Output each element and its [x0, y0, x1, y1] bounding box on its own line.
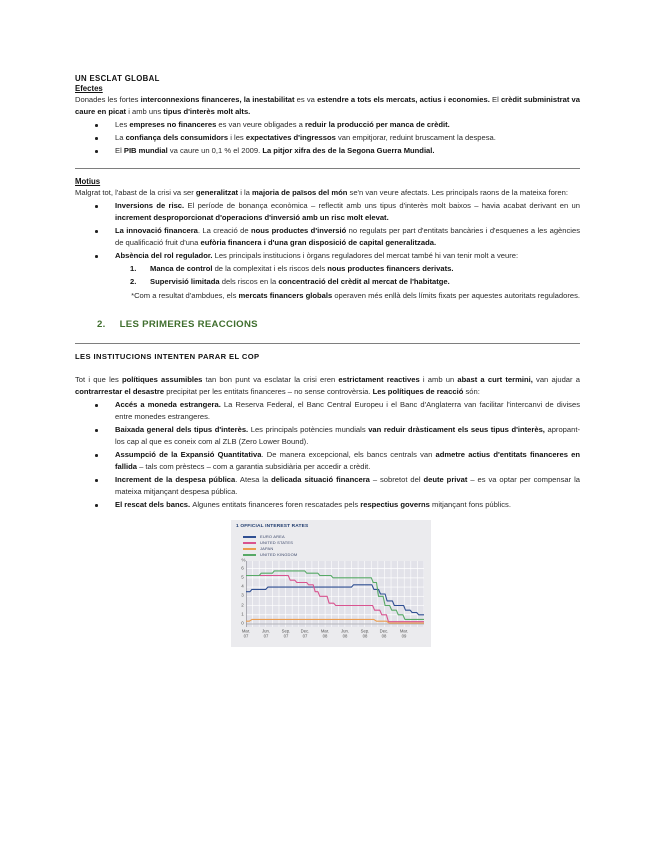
- x-axis: [241, 628, 424, 642]
- efectes-heading: Efectes: [75, 84, 103, 93]
- divider: [75, 168, 580, 169]
- legend-swatch-euro-area: [243, 536, 256, 538]
- legend-swatch-japan: [243, 548, 256, 550]
- bullet-item: [75, 250, 580, 262]
- x-axis-tick-label: Mar. 09: [400, 628, 409, 639]
- numbered-item: [75, 263, 580, 275]
- bullet-marker-icon: [95, 399, 115, 411]
- efectes-intro-paragraph: Donades les fortes interconnexions financeres, la inestabilitat es va estendre a tots els mercats, actius i economies. El crèdit subministrat va caure en picat i amb uns tipus d'interès molt alts.: [75, 95, 580, 116]
- bullet-marker-icon: [95, 119, 115, 131]
- bullet-text: Assumpció de la Expansió Quantitativa. De manera excepcional, els bancs centrals van admetre actius d'entitats financeres en fallida – tals com prèstecs – com a garantia subsidiària per accedir a crèdit.: [115, 450, 580, 471]
- bullet-item: [75, 449, 580, 473]
- legend-label: JAPAN: [260, 546, 274, 552]
- x-axis-tick-label: Mar. 07: [241, 628, 251, 639]
- numbered-item-number: 1.: [130, 264, 137, 273]
- legend-swatch-united-states: [243, 542, 256, 544]
- bullet-text: Absència del rol regulador. Les principals institucions i òrgans reguladores del mercat també hi van tenir molt a veure:: [115, 251, 519, 260]
- y-axis-tick-label: 2: [241, 602, 244, 608]
- y-axis-tick-label: 5: [241, 574, 244, 581]
- bullet-marker-icon: [95, 132, 115, 144]
- efectes-bullet-list: [75, 119, 580, 157]
- chart-legend: [243, 534, 426, 558]
- divider: [75, 343, 580, 344]
- motius-heading: Motius: [75, 177, 101, 186]
- y-axis-tick-label: 6: [241, 565, 244, 571]
- section-number: 2.: [97, 319, 106, 330]
- numbered-item-number: 2.: [130, 277, 137, 286]
- bullet-marker-icon: [95, 225, 115, 237]
- y-axis-tick-label: 0: [241, 620, 244, 627]
- x-axis-tick-label: Jun. 08: [340, 628, 349, 639]
- y-axis-tick-label: 3: [241, 593, 244, 599]
- bullet-item: [75, 424, 580, 448]
- chart-plot-wrap: [236, 558, 426, 627]
- bullet-marker-icon: [95, 499, 115, 511]
- bullet-item: [75, 132, 580, 144]
- legend-swatch-united-kingdom: [243, 554, 256, 556]
- reaccions-bullet-list: [75, 399, 580, 511]
- bullet-text: La innovació financera. La creació de nous productes d'inversió no regulats per part d'entitats bancàries i d'esquenes a les agències de qualificació fruit d'una eufòria financera i d'una gran disposició de capital generalitzada.: [115, 226, 580, 247]
- bullet-text: El PIB mundial va caure un 0,1 % el 2009. La pitjor xifra des de la Segona Guerra Mundial.: [115, 146, 435, 155]
- x-axis-tick-label: Dec. 08: [380, 628, 389, 639]
- bullet-marker-icon: [95, 250, 115, 262]
- bullet-item: [75, 225, 580, 249]
- bullet-text: El rescat dels bancs. Algunes entitats financeres foren rescatades pels respectius governs mitjançant fons públics.: [115, 500, 511, 509]
- y-axis: [236, 558, 246, 627]
- bullet-item: [75, 119, 580, 131]
- bullet-text: Baixada general dels tipus d'interès. Les principals potències mundials van reduir dràsticament els seus tipus d'interès, apropant-los cap al que es coneix com al ZLB (Zero Lower Bound).: [115, 425, 580, 446]
- bullet-marker-icon: [95, 145, 115, 157]
- bullet-item: [75, 474, 580, 498]
- y-axis-unit-label: %: [240, 558, 245, 564]
- reaccions-intro-paragraph: Tot i que les polítiques assumibles tan bon punt va esclatar la crisi eren estrictament reactives i amb un abast a curt termini, van ajudar a contrarrestar el desastre precipitat per les entitats financeres – no sense controvèrsia. Les polítiques de reacció són:: [75, 375, 580, 396]
- bullet-marker-icon: [95, 474, 115, 486]
- x-axis-tick-label: Sep. 08: [360, 628, 370, 639]
- section-heading: [75, 319, 580, 330]
- motius-bullet-list: [75, 200, 580, 288]
- section-title: LES PRIMERES REACCIONS: [119, 319, 258, 330]
- bullet-item: [75, 200, 580, 224]
- y-axis-tick-label: 1: [241, 611, 244, 618]
- y-axis-tick-label: 4: [241, 583, 244, 590]
- motius-intro-paragraph: Malgrat tot, l'abast de la crisi va ser generalitzat i la majoria de països del món se'n van veure afectats. Les principals raons de la mateixa foren:: [75, 188, 568, 197]
- numbered-item-text: Manca de control de la complexitat i els riscos dels nous productes financers derivats.: [150, 264, 454, 273]
- interest-rates-chart: [231, 520, 431, 647]
- plot-area: [246, 561, 424, 627]
- bullet-item: [75, 399, 580, 423]
- legend-item: [243, 552, 426, 558]
- x-axis-tick-label: Dec. 07: [300, 628, 310, 639]
- page-title: UN ESCLAT GLOBAL: [75, 74, 160, 83]
- numbered-item: [75, 276, 580, 288]
- bullet-marker-icon: [95, 200, 115, 212]
- subsection-heading: LES INSTITUCIONS INTENTEN PARAR EL COP: [75, 352, 260, 361]
- x-axis-tick-label: Jun. 07: [261, 628, 270, 639]
- bullet-text: La confiança dels consumidors i les expectatives d'ingressos van empitjorar, reduint bruscament la despesa.: [115, 133, 496, 142]
- legend-label: UNITED STATES: [260, 540, 294, 546]
- bullet-item: [75, 499, 580, 511]
- bullet-text: Increment de la despesa pública. Atesa la delicada situació financera – sobretot del deute privat – es va optar per compensar la mateixa mitjançant despesa pública.: [115, 475, 581, 496]
- bullet-text: Accés a moneda estrangera. La Reserva Federal, el Banc Central Europeu i el Banc d'Anglaterra van facilitar l'intercanvi de divises entre monedes estrangeres.: [115, 400, 580, 421]
- bullet-text: Les empreses no financeres es van veure obligades a reduir la producció per manca de crèdit.: [115, 120, 450, 129]
- x-axis-tick-label: Mar. 08: [320, 628, 330, 639]
- bullet-text: Inversions de risc. El període de bonança econòmica – reflectit amb uns tipus d'interès molt baixos – havia acabat derivant en un increment desproporcionat d'operacions d'inversió amb un risc molt elevat.: [115, 201, 580, 222]
- numbered-item-text: Supervisió limitada dels riscos en la concentració del crèdit al mercat de l'habitatge.: [150, 277, 450, 286]
- x-axis-tick-label: Sep. 07: [281, 628, 290, 639]
- bullet-item: [75, 145, 580, 157]
- chart-title: 1 OFFICIAL INTEREST RATES: [236, 524, 309, 529]
- legend-label: EURO AREA: [260, 534, 285, 540]
- legend-label: UNITED KINGDOM: [260, 552, 298, 558]
- bullet-marker-icon: [95, 449, 115, 461]
- bullet-marker-icon: [95, 424, 115, 436]
- footnote: *Com a resultat d'ambdues, els mercats financers globals operaven més enllà dels límits fixats per aquestes autoritats reguladores.: [131, 291, 580, 300]
